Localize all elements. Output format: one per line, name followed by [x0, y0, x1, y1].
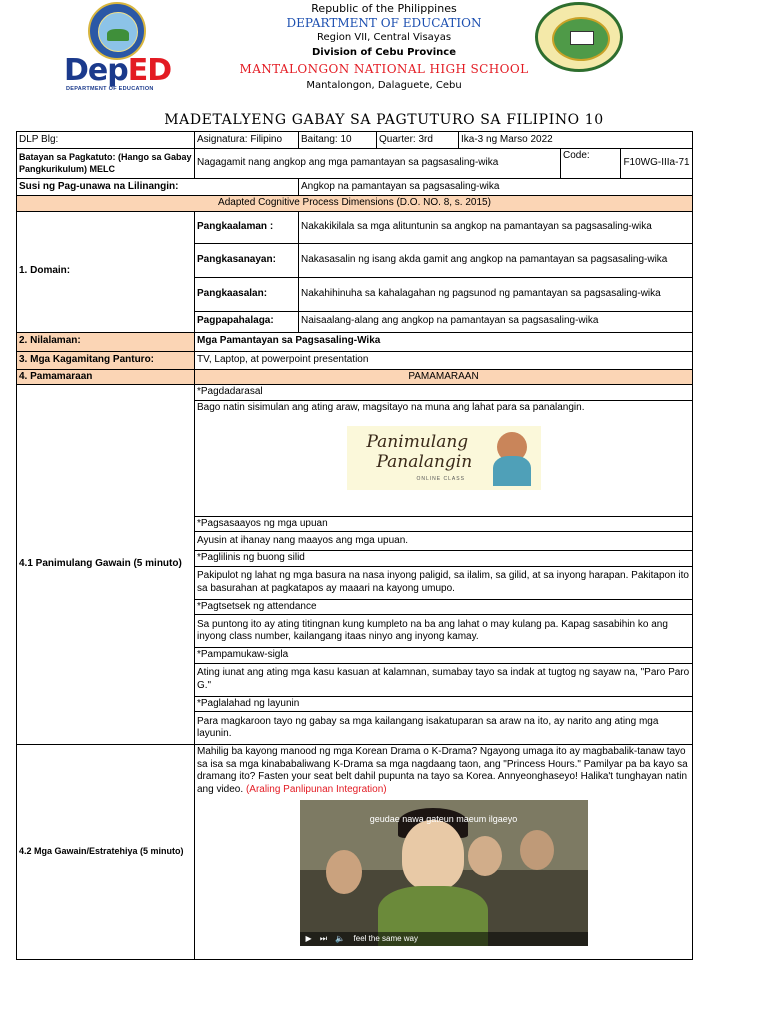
division-text: Division of Cebu Province: [311, 47, 456, 58]
grade-cell: Baitang: 10: [299, 132, 377, 149]
video-controls[interactable]: [300, 932, 588, 946]
lesson-plan-table: [16, 131, 693, 960]
basis-value: Nagagamit nang angkop ang mga pamantayan sa pagsasaling-wika: [195, 149, 561, 179]
materials-value: TV, Laptop, at powerpoint presentation: [195, 351, 693, 369]
prayer-banner-image: [347, 426, 541, 490]
kdrama-video[interactable]: [300, 800, 588, 946]
video-caption: feel the same way: [353, 934, 419, 943]
code-label: Code:: [561, 149, 621, 179]
procedure-header: PAMAMARAAN: [195, 369, 693, 385]
materials-label: 3. Mga Kagamitang Panturo:: [17, 351, 195, 369]
intro-item-title: *Pagdadarasal: [195, 385, 693, 401]
domain-label: 1. Domain:: [17, 211, 195, 332]
volume-icon[interactable]: 🔈: [335, 934, 346, 943]
video-subtitle: geudae nawa gateun maeum ilgaeyo: [369, 814, 518, 824]
intro-item-title: *Pampamukaw-sigla: [195, 648, 693, 664]
procedure-label: 4. Pamamaraan: [17, 369, 195, 385]
adapted-dimensions-header: Adapted Cognitive Process Dimensions (D.O. NO. 8, s. 2015): [17, 196, 693, 212]
domain-value: Naisaalang-alang ang angkop na pamantayan sa pagsasaling-wika: [299, 311, 693, 332]
strategies-label: 4.2 Mga Gawain/Estratehiya (5 minuto): [17, 745, 195, 960]
school-location: Mantalongon, Dalaguete, Cebu: [306, 80, 462, 91]
document-title: MADETALYENG GABAY SA PAGTUTURO SA FILIPINO 10: [164, 112, 604, 128]
deped-logo: DepED: [64, 53, 172, 88]
quarter-cell: Quarter: 3rd: [377, 132, 459, 149]
dlp-number-label: DLP Blg:: [17, 132, 195, 149]
domain-name: Pangkaasalan:: [195, 277, 299, 311]
department-text: DEPARTMENT OF EDUCATION: [286, 16, 482, 30]
key-understanding-label: Susi ng Pag-unawa na Lilinangin:: [17, 179, 299, 196]
domain-name: Pangkaalaman :: [195, 211, 299, 243]
intro-item-body: Ating iunat ang ating mga kasu kasuan at kalamnan, sumabay tayo sa indak at tugtog ng sayaw na, "Paro Paro G.": [195, 663, 693, 696]
intro-item-title: *Pagsasaayos ng mga upuan: [195, 516, 693, 532]
basis-label: Batayan sa Pagkatuto: (Hango sa Gabay Pangkurikulum) MELC: [17, 149, 195, 179]
intro-item-title: *Paglilinis ng buong silid: [195, 551, 693, 567]
intro-activity-label: 4.1 Panimulang Gawain (5 minuto): [17, 385, 195, 745]
deped-logo-subtitle: DEPARTMENT OF EDUCATION: [66, 86, 154, 92]
domain-value: Nakasasalin ng isang akda gamit ang angkop na pamantayan sa pagsasaling-wika: [299, 243, 693, 277]
domain-value: Nakakikilala sa mga alituntunin sa angkop na pamantayan sa pagsasaling-wika: [299, 211, 693, 243]
domain-name: Pagpapahalaga:: [195, 311, 299, 332]
intro-item-body: Ayusin at ihanay nang maayos ang mga upuan.: [195, 532, 693, 551]
next-icon[interactable]: ⏭: [319, 934, 328, 943]
praying-girl-body-icon: [493, 456, 531, 486]
banner-text: Panalangin: [376, 452, 473, 472]
play-icon[interactable]: ▶: [305, 934, 312, 943]
subject-cell: Asignatura: Filipino: [195, 132, 299, 149]
integration-note: (Araling Panlipunan Integration): [245, 783, 387, 795]
key-understanding-value: Angkop na pamantayan sa pagsasaling-wika: [299, 179, 693, 196]
intro-item-body: Pakipulot ng lahat ng mga basura na nasa inyong paligid, sa ilalim, sa gilid, at sa inyong harapan. Pakitapon ito sa basurahan at pagkatapos ay maaari na kayong umupo.: [195, 566, 693, 599]
intro-item-body: Para magkaroon tayo ng gabay sa mga kailangang isakatuparan sa araw na ito, ay narito ang ating mga layunin.: [195, 712, 693, 745]
strategies-content: [195, 745, 693, 960]
region-text: Region VII, Central Visayas: [316, 32, 452, 43]
intro-item-body: [195, 400, 693, 516]
school-name: MANTALONGON NATIONAL HIGH SCHOOL: [239, 62, 529, 76]
content-value: Mga Pamantayan sa Pagsasaling-Wika: [195, 332, 693, 351]
republic-text: Republic of the Philippines: [311, 2, 457, 15]
banner-text: ONLINE CLASS: [416, 476, 465, 482]
intro-item-text: Bago natin sisimulan ang ating araw, magsitayo na muna ang lahat para sa panalangin.: [197, 401, 585, 413]
content-label: 2. Nilalaman:: [17, 332, 195, 351]
domain-value: Nakahihinuha sa kahalagahan ng pagsunod ng pamantayan sa pagsasaling-wika: [299, 277, 693, 311]
code-value: F10WG-IIIa-71: [621, 149, 693, 179]
domain-name: Pangkasanayan:: [195, 243, 299, 277]
intro-item-title: *Pagtsetsek ng attendance: [195, 599, 693, 615]
banner-text: Panimulang: [366, 432, 469, 452]
intro-item-title: *Paglalahad ng layunin: [195, 696, 693, 712]
strategies-text: Mahilig ba kayong manood ng mga Korean Drama o K-Drama? Ngayong umaga ito ay magbabalik-tanaw tayo sa isa sa mga kinababaliwang K-Drama sa mga nagdaang taon, ang "Princess Hours." Pamilyar pa ba kayo sa dramang ito? Fasten your seat belt dahil pupunta na tayo sa Korea. Annyeonghaseyo! Halika't tunghayan natin ang video.: [197, 746, 688, 795]
intro-item-body: Sa puntong ito ay ating titingnan kung kumpleto na ba ang lahat o may kulang pa. Kapag sasabihin ko ang inyong class number, kailangang itaas ninyo ang inyong kamay.: [195, 615, 693, 648]
document-header: [0, 0, 768, 110]
date-cell: Ika-3 ng Marso 2022: [459, 132, 693, 149]
